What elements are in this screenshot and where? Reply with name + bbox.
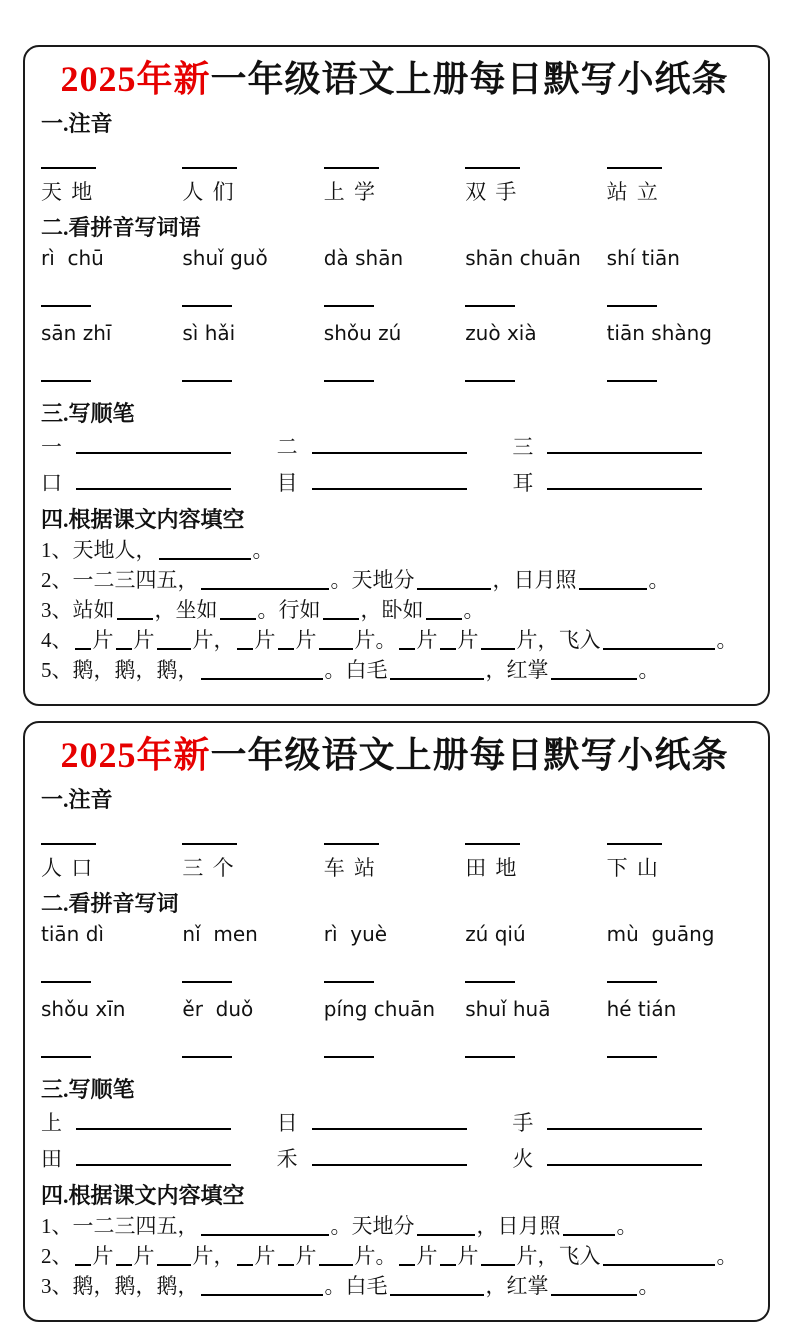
zhuyin-text: 田 地 (465, 856, 519, 880)
title-main-text: 一年级语文上册每日默写小纸条 (210, 59, 729, 99)
pinyin-text: zú qiú (465, 922, 526, 946)
answer-blank (117, 602, 153, 620)
worksheet-title (41, 733, 748, 778)
fill-text: 2、一二三四五， (41, 568, 199, 592)
zhuyin-answer-blank (465, 830, 520, 845)
zhuyin-answer-blank (182, 154, 237, 169)
stroke-item (277, 467, 513, 497)
pinyin-item (465, 997, 606, 1068)
pinyin-answer-blank (607, 292, 657, 307)
stroke-answer-blank (547, 1149, 702, 1166)
pinyin-text: shān chuān (465, 246, 581, 270)
fill-text: 。 (716, 1244, 738, 1268)
fill-text: 。 (648, 568, 670, 592)
section-fill-heading: 四.根据课文内容填空 (41, 507, 245, 532)
pinyin-item (182, 922, 323, 993)
answer-blank (390, 662, 484, 680)
pinyin-item (41, 922, 182, 993)
stroke-answer-blank (76, 437, 231, 454)
fill-line-1 (41, 536, 748, 565)
fill-text: ，红掌 (485, 1274, 549, 1298)
answer-blank (440, 1248, 456, 1266)
fill-text: 片 (457, 1244, 479, 1268)
section-zhuyin-heading: 一.注音 (41, 111, 113, 136)
stroke-text: 上 (41, 1111, 64, 1135)
answer-blank (603, 1248, 715, 1266)
pinyin-text: dà shān (323, 246, 404, 270)
pinyin-text: shǒu xīn (41, 997, 126, 1021)
stroke-answer-blank (312, 473, 467, 490)
pinyin-answer-blank (41, 1043, 91, 1058)
fill-text: 。 (716, 628, 738, 652)
pinyin-item (324, 321, 465, 392)
section-stroke-heading: 三.写顺笔 (41, 1077, 135, 1102)
fill-text: 。白毛 (324, 1274, 388, 1298)
answer-blank (75, 1248, 91, 1266)
pinyin-text: sān zhī (41, 321, 112, 345)
stroke-text: 火 (512, 1147, 536, 1171)
pinyin-item (324, 246, 465, 317)
stroke-item (277, 1143, 513, 1173)
title-main-text: 一年级语文上册每日默写小纸条 (210, 735, 729, 775)
pinyin-item (324, 997, 465, 1068)
fill-text: 片，飞入 (516, 1244, 601, 1268)
answer-blank (201, 572, 329, 590)
stroke-row-2 (41, 1143, 748, 1173)
fill-line-1 (41, 1212, 748, 1241)
pinyin-text: rì chū (41, 246, 104, 270)
fill-line-3 (41, 596, 748, 625)
fill-text: ，卧如 (360, 598, 424, 622)
pinyin-answer-blank (465, 1043, 515, 1058)
pinyin-answer-blank (607, 367, 657, 382)
fill-text: 1、天地人， (41, 538, 157, 562)
stroke-row-1 (41, 431, 748, 461)
zhuyin-text: 上 学 (323, 180, 378, 204)
pinyin-text: píng chuān (323, 997, 436, 1021)
fill-text: 片。 (354, 628, 397, 652)
fill-text: 片 (295, 1244, 317, 1268)
fill-line-3 (41, 1272, 748, 1301)
answer-blank (157, 1248, 191, 1266)
fill-text: 3、鹅，鹅，鹅， (41, 1274, 199, 1298)
zhuyin-answer-blank (465, 154, 520, 169)
stroke-answer-blank (312, 1149, 467, 1166)
pinyin-item (607, 321, 748, 392)
zhuyin-item (607, 154, 748, 206)
zhuyin-answer-blank (182, 830, 237, 845)
pinyin-answer-blank (41, 367, 91, 382)
zhuyin-item (182, 154, 323, 206)
stroke-text: 口 (41, 471, 64, 495)
fill-text: 片 (254, 628, 276, 652)
answer-blank (278, 632, 294, 650)
fill-text: 片 (457, 628, 479, 652)
pinyin-answer-blank (324, 367, 374, 382)
section-fill-heading: 四.根据课文内容填空 (41, 1183, 245, 1208)
pinyin-answer-blank (465, 367, 515, 382)
stroke-item (512, 1107, 748, 1137)
stroke-text: 耳 (512, 471, 536, 495)
stroke-answer-blank (547, 473, 702, 490)
answer-blank (116, 632, 132, 650)
stroke-row-2 (41, 467, 748, 497)
answer-blank (157, 632, 191, 650)
pinyin-item (182, 321, 323, 392)
fill-text: ，日月照 (476, 1214, 561, 1238)
stroke-item (277, 431, 513, 461)
answer-blank (237, 632, 253, 650)
section-stroke-heading: 三.写顺笔 (41, 401, 135, 426)
pinyin-answer-blank (607, 968, 657, 983)
pinyin-text: shuǐ huā (465, 997, 551, 1021)
pinyin-row-2 (41, 997, 748, 1068)
zhuyin-text: 人 口 (41, 856, 95, 880)
section-pinyin-heading: 二.看拼音写词语 (41, 215, 201, 240)
zhuyin-item (324, 830, 465, 882)
answer-blank (399, 632, 415, 650)
stroke-text: 日 (276, 1111, 300, 1135)
pinyin-text: ěr duǒ (182, 997, 254, 1021)
fill-text: 2、 (41, 1244, 73, 1268)
pinyin-text: nǐ men (182, 922, 258, 946)
answer-blank (603, 632, 715, 650)
answer-blank (278, 1248, 294, 1266)
answer-blank (319, 632, 353, 650)
fill-text: 片 (416, 628, 438, 652)
zhuyin-text: 天 地 (41, 180, 95, 204)
stroke-item (512, 467, 748, 497)
pinyin-answer-blank (182, 968, 232, 983)
section-pinyin-heading: 二.看拼音写词 (41, 891, 179, 916)
zhuyin-row (41, 154, 748, 206)
answer-blank (417, 572, 491, 590)
fill-text: 片 (254, 1244, 276, 1268)
fill-line-4 (41, 626, 748, 655)
pinyin-item (182, 246, 323, 317)
answer-blank (481, 632, 515, 650)
zhuyin-answer-blank (41, 830, 96, 845)
answer-blank (563, 1218, 615, 1236)
answer-blank (201, 1218, 329, 1236)
pinyin-answer-blank (324, 1043, 374, 1058)
answer-blank (426, 602, 462, 620)
stroke-text: 二 (276, 435, 300, 459)
zhuyin-item (41, 830, 182, 882)
stroke-text: 禾 (276, 1147, 300, 1171)
answer-blank (323, 602, 359, 620)
zhuyin-text: 三 个 (182, 856, 236, 880)
pinyin-item (465, 922, 606, 993)
title-year-highlight: 2025年新 (60, 59, 211, 99)
pinyin-answer-blank (182, 292, 232, 307)
pinyin-item (41, 997, 182, 1068)
fill-text: 片，飞入 (516, 628, 601, 652)
worksheet-title (41, 57, 748, 102)
fill-text: ，红掌 (485, 658, 549, 682)
pinyin-item (607, 997, 748, 1068)
zhuyin-item (465, 830, 606, 882)
fill-text: 片 (92, 1244, 114, 1268)
zhuyin-item (182, 830, 323, 882)
zhuyin-answer-blank (324, 154, 379, 169)
fill-text: ，坐如 (154, 598, 218, 622)
zhuyin-text: 人 们 (182, 180, 236, 204)
section-zhuyin-heading: 一.注音 (41, 787, 113, 812)
zhuyin-item (324, 154, 465, 206)
answer-blank (579, 572, 647, 590)
fill-text: 。行如 (257, 598, 321, 622)
zhuyin-item (607, 830, 748, 882)
zhuyin-text: 站 立 (606, 180, 660, 204)
stroke-item (512, 1143, 748, 1173)
stroke-item (41, 1143, 277, 1173)
stroke-text: 田 (41, 1147, 64, 1171)
fill-text: 3、站如 (41, 598, 115, 622)
fill-text: 。 (638, 1274, 660, 1298)
stroke-answer-blank (76, 1149, 231, 1166)
pinyin-answer-blank (182, 367, 232, 382)
fill-text: 片， (192, 1244, 235, 1268)
pinyin-item (41, 321, 182, 392)
worksheet-card-2 (23, 721, 770, 1322)
stroke-answer-blank (76, 473, 231, 490)
pinyin-answer-blank (182, 1043, 232, 1058)
pinyin-row-1 (41, 246, 748, 317)
stroke-text: 目 (276, 471, 300, 495)
pinyin-item (41, 246, 182, 317)
pinyin-item (607, 246, 748, 317)
zhuyin-answer-blank (41, 154, 96, 169)
stroke-item (277, 1107, 513, 1137)
fill-text: 1、一二三四五， (41, 1214, 199, 1238)
answer-blank (399, 1248, 415, 1266)
pinyin-text: tiān shàng (606, 321, 713, 345)
fill-text: 4、 (41, 628, 73, 652)
pinyin-item (465, 246, 606, 317)
pinyin-row-1 (41, 922, 748, 993)
fill-text: 片。 (354, 1244, 397, 1268)
fill-text: 片， (192, 628, 235, 652)
answer-blank (237, 1248, 253, 1266)
zhuyin-text: 车 站 (323, 856, 378, 880)
stroke-item (41, 1107, 277, 1137)
pinyin-text: mù guāng (606, 922, 715, 946)
fill-text: 。天地分 (330, 568, 415, 592)
zhuyin-answer-blank (607, 830, 662, 845)
stroke-text: 三 (512, 435, 536, 459)
zhuyin-answer-blank (324, 830, 379, 845)
pinyin-row-2 (41, 321, 748, 392)
answer-blank (390, 1278, 484, 1296)
zhuyin-text: 双 手 (465, 180, 519, 204)
stroke-text: 手 (512, 1111, 536, 1135)
stroke-answer-blank (312, 437, 467, 454)
fill-text: 片 (133, 628, 155, 652)
answer-blank (440, 632, 456, 650)
pinyin-text: shí tiān (606, 246, 680, 270)
pinyin-item (182, 997, 323, 1068)
pinyin-text: shǒu zú (323, 321, 402, 345)
stroke-text: 一 (41, 435, 64, 459)
stroke-answer-blank (547, 437, 702, 454)
zhuyin-answer-blank (607, 154, 662, 169)
fill-text: 片 (416, 1244, 438, 1268)
zhuyin-row (41, 830, 748, 882)
pinyin-item (607, 922, 748, 993)
answer-blank (201, 662, 323, 680)
pinyin-answer-blank (465, 968, 515, 983)
title-year-highlight: 2025年新 (60, 735, 211, 775)
fill-text: 5、鹅，鹅，鹅， (41, 658, 199, 682)
stroke-item (512, 431, 748, 461)
fill-text: 。 (463, 598, 485, 622)
answer-blank (481, 1248, 515, 1266)
fill-text: 片 (92, 628, 114, 652)
fill-line-5 (41, 656, 748, 685)
zhuyin-item (465, 154, 606, 206)
pinyin-answer-blank (607, 1043, 657, 1058)
worksheet-card-1 (23, 45, 770, 706)
stroke-row-1 (41, 1107, 748, 1137)
answer-blank (551, 1278, 637, 1296)
fill-line-2 (41, 1242, 748, 1271)
fill-text: 。 (616, 1214, 638, 1238)
pinyin-answer-blank (324, 968, 374, 983)
fill-text: 片 (133, 1244, 155, 1268)
answer-blank (319, 1248, 353, 1266)
pinyin-text: zuò xià (465, 321, 537, 345)
answer-blank (75, 632, 91, 650)
pinyin-text: hé tián (606, 997, 677, 1021)
answer-blank (201, 1278, 323, 1296)
fill-text: 。天地分 (330, 1214, 415, 1238)
fill-line-2 (41, 566, 748, 595)
answer-blank (551, 662, 637, 680)
answer-blank (220, 602, 256, 620)
zhuyin-item (41, 154, 182, 206)
pinyin-item (465, 321, 606, 392)
pinyin-item (324, 922, 465, 993)
pinyin-text: rì yuè (323, 922, 388, 946)
pinyin-answer-blank (465, 292, 515, 307)
pinyin-answer-blank (41, 968, 91, 983)
stroke-item (41, 467, 277, 497)
fill-text: ，日月照 (492, 568, 577, 592)
fill-text: 。白毛 (324, 658, 388, 682)
pinyin-answer-blank (324, 292, 374, 307)
fill-text: 。 (638, 658, 660, 682)
pinyin-answer-blank (41, 292, 91, 307)
pinyin-text: shuǐ guǒ (182, 246, 268, 270)
fill-text: 。 (252, 538, 274, 562)
pinyin-text: sì hǎi (182, 321, 236, 345)
answer-blank (159, 542, 251, 560)
stroke-item (41, 431, 277, 461)
answer-blank (116, 1248, 132, 1266)
answer-blank (417, 1218, 475, 1236)
fill-text: 片 (295, 628, 317, 652)
zhuyin-text: 下 山 (606, 856, 660, 880)
pinyin-text: tiān dì (41, 922, 104, 946)
